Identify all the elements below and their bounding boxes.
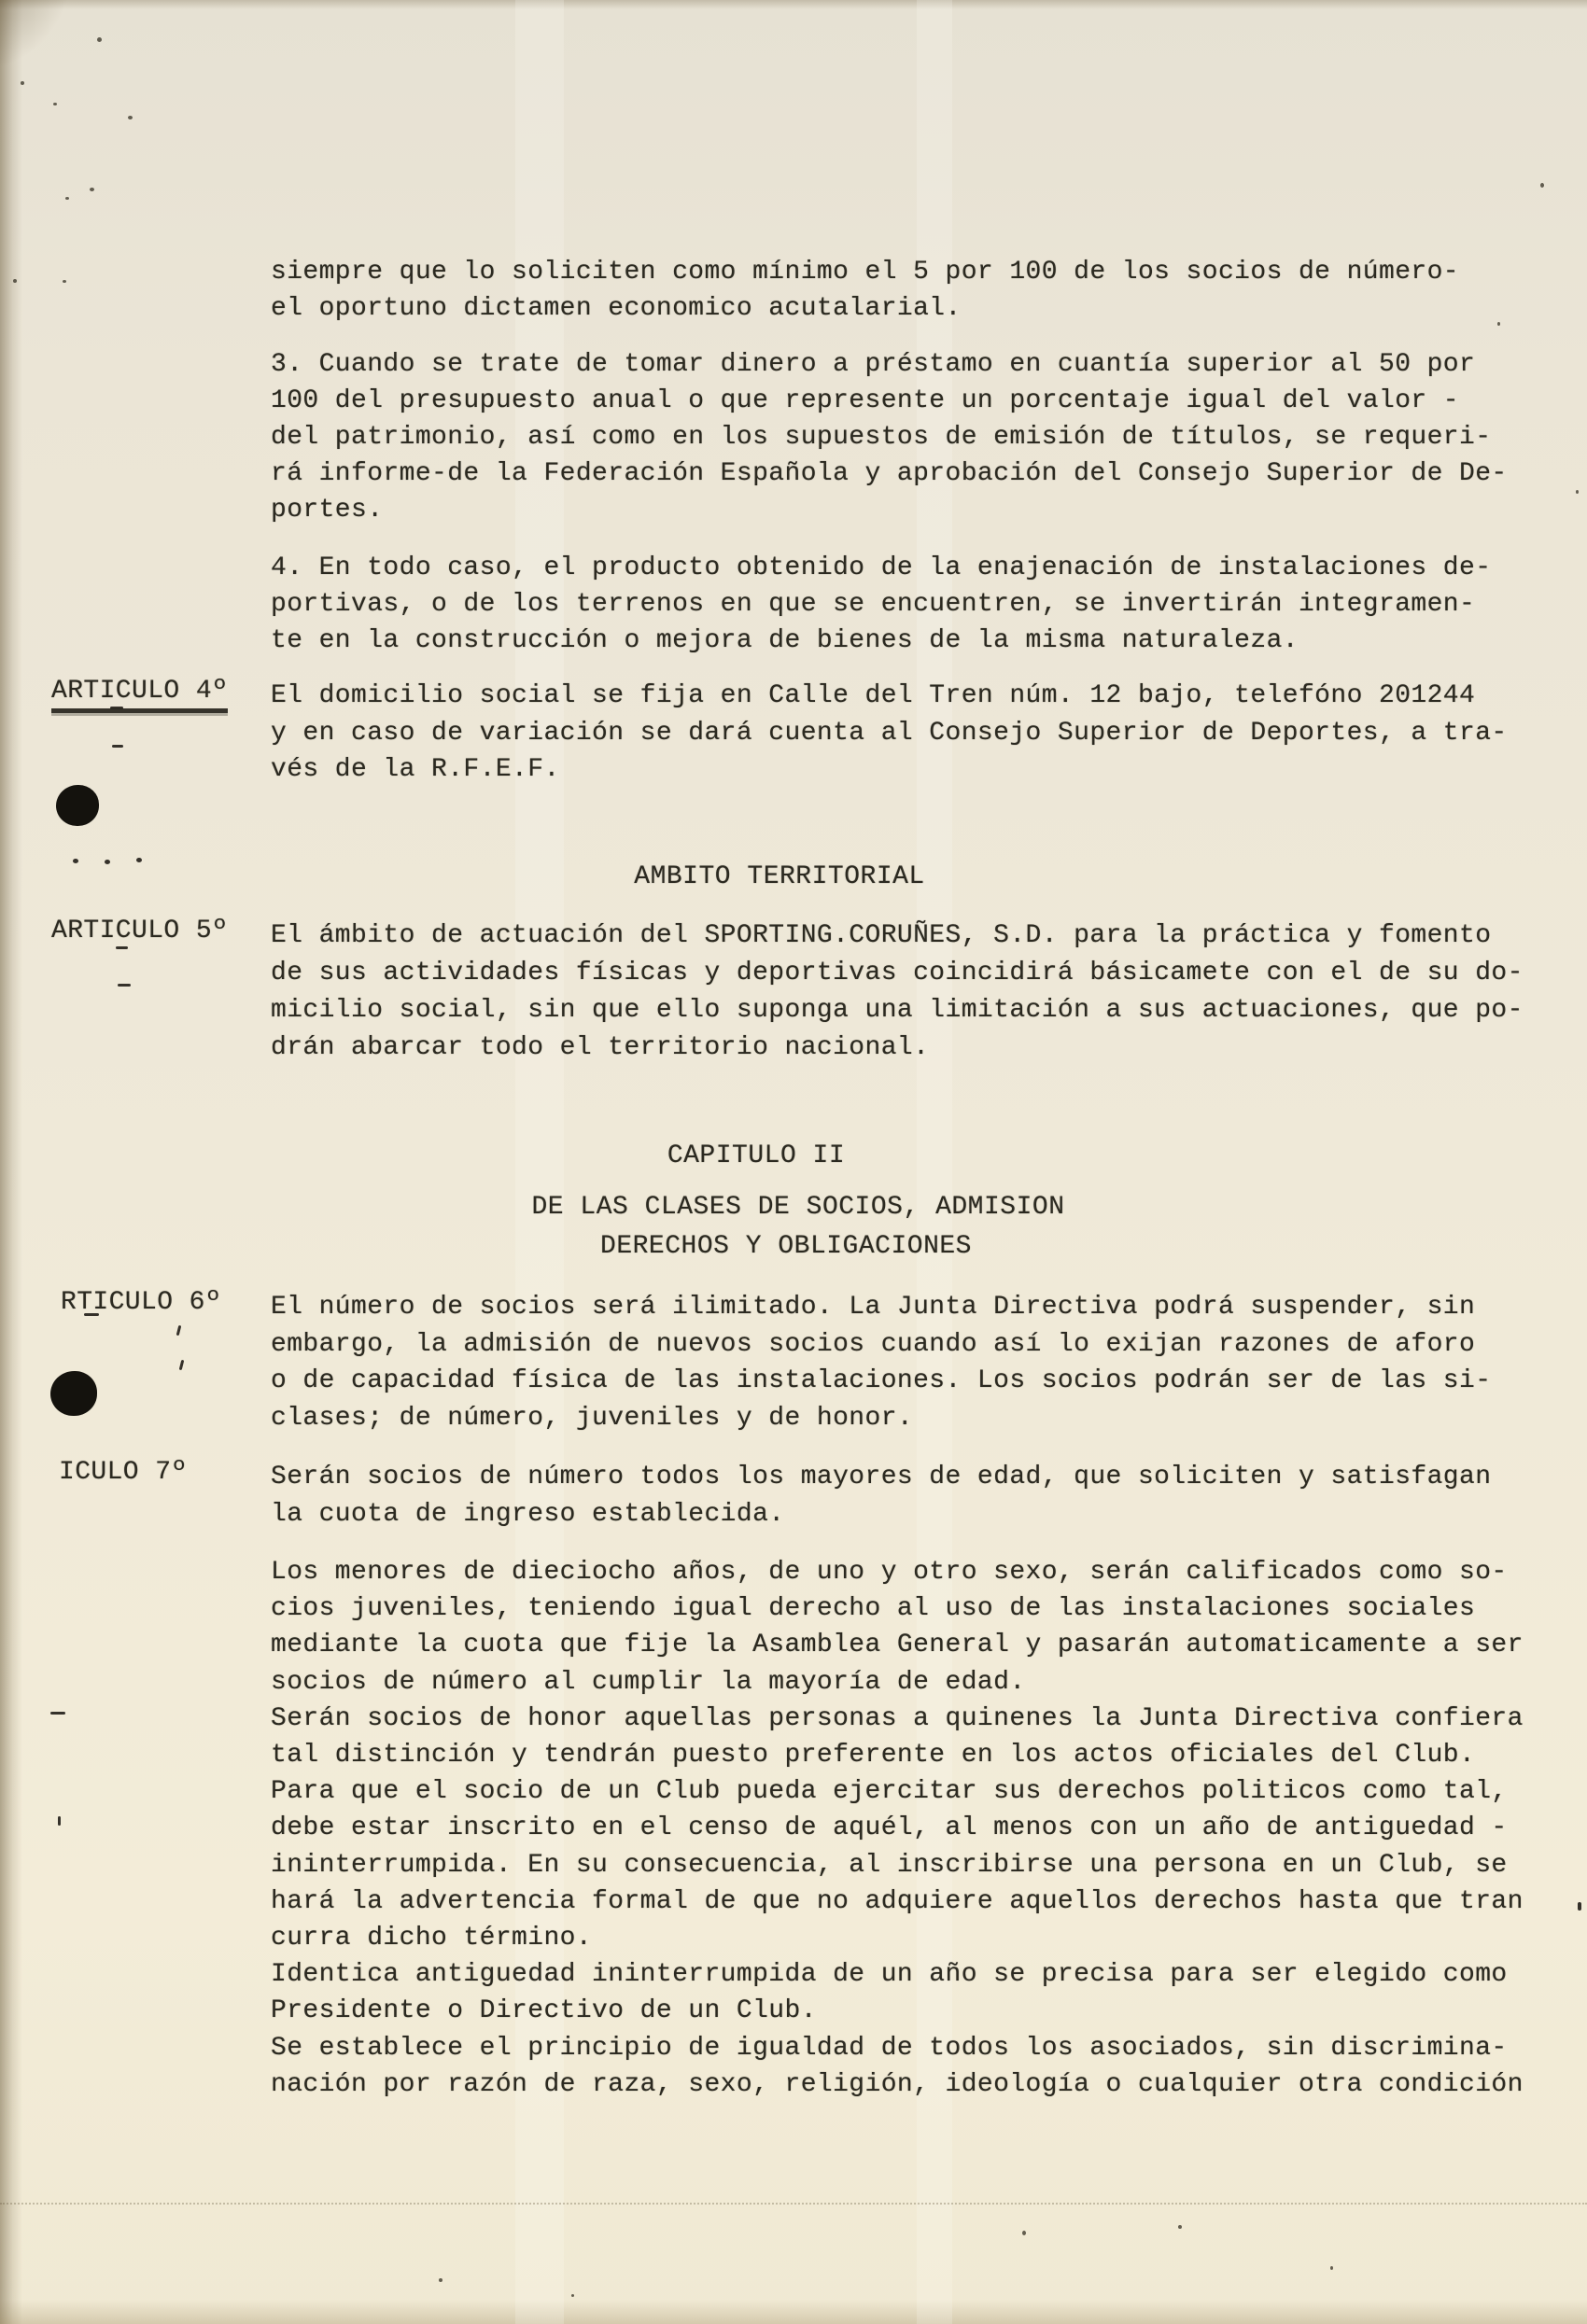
margin-dash-mark xyxy=(50,1712,65,1715)
text-line: el oportuno dictamen economico acutalarial. xyxy=(271,294,962,323)
paragraph-item-3 xyxy=(271,346,1508,528)
article-7-label: ICULO 7º xyxy=(59,1458,188,1487)
text-line: Para que el socio de un Club pueda ejercitar sus derechos politicos como tal, xyxy=(271,1777,1508,1807)
margin-tick-mark xyxy=(58,1816,61,1826)
paper-speck xyxy=(53,103,57,105)
paper-speck xyxy=(1022,2231,1026,2235)
paper-speck xyxy=(1178,2225,1182,2229)
section-heading-ambito-territorial: AMBITO TERRITORIAL xyxy=(634,862,925,891)
paper-speck xyxy=(21,81,24,85)
ink-blot xyxy=(50,1371,97,1416)
text-line: o de capacidad física de las instalaciones. Los socios podrán ser de las si- xyxy=(271,1366,1492,1395)
paper-speck xyxy=(13,279,17,283)
page-bottom-edge-shadow xyxy=(0,2300,1587,2324)
article-7-body xyxy=(271,1459,1491,1533)
text-line: mediante la cuota que fije la Asamblea General y pasarán automaticamente a ser xyxy=(271,1631,1524,1660)
text-line: ininterrumpida. En su consecuencia, al inscribirse una persona en un Club, se xyxy=(271,1850,1508,1880)
text-line: El número de socios será ilimitado. La Junta Directiva podrá suspender, sin xyxy=(271,1293,1476,1322)
text-line: micilio social, sin que ello suponga una limitación a sus actuaciones, que po- xyxy=(271,996,1524,1025)
text-line: Los menores de dieciocho años, de uno y otro sexo, serán calificados como so- xyxy=(271,1558,1508,1587)
margin-dot-mark xyxy=(73,859,78,863)
article-5-label: ARTICULO 5º xyxy=(51,917,229,945)
text-line: te en la construcción o mejora de bienes de la misma naturaleza. xyxy=(271,626,1299,655)
text-line: portivas, o de los terrenos en que se encuentren, se invertirán integramen- xyxy=(271,590,1476,619)
ink-blot xyxy=(56,785,99,826)
page-top-edge-shadow xyxy=(0,0,1587,9)
margin-dash-mark xyxy=(118,984,131,987)
text-line: la cuota de ingreso establecida. xyxy=(271,1499,785,1529)
paper-speck xyxy=(63,280,66,283)
text-line: curra dicho término. xyxy=(271,1924,593,1953)
paragraph-item-4 xyxy=(271,550,1491,659)
text-line: nación por razón de raza, sexo, religión, ideología o cualquier otra condición xyxy=(271,2069,1524,2099)
margin-dot-mark xyxy=(136,858,142,862)
text-line: socios de número al cumplir la mayoría de edad. xyxy=(271,1667,1026,1697)
article-4-label xyxy=(51,678,228,706)
paper-speck xyxy=(1497,322,1500,326)
scan-artifact-line xyxy=(0,2203,1587,2205)
text-line: y en caso de variación se dará cuenta al Consejo Superior de Deportes, a tra- xyxy=(271,718,1508,748)
article-4-label-text: ARTICULO 4º xyxy=(51,677,228,713)
text-line: Identica antiguedad ininterrumpida de un año se precisa para ser elegido como xyxy=(271,1960,1508,1990)
margin-dash-mark xyxy=(112,745,123,748)
text-line: drán abarcar todo el territorio nacional. xyxy=(271,1033,930,1062)
margin-tick-mark xyxy=(176,1325,182,1336)
paper-speck xyxy=(90,188,94,191)
article-4-body xyxy=(271,678,1508,789)
margin-dash-mark xyxy=(116,946,128,949)
text-line: Se establece el principio de igualdad de todos los asociados, sin discrimina- xyxy=(271,2033,1508,2063)
text-line: portes. xyxy=(271,496,384,525)
margin-tick-mark xyxy=(1578,1902,1581,1911)
text-line: 3. Cuando se trate de tomar dinero a préstamo en cuantía superior al 50 por xyxy=(271,350,1476,379)
paper-speck xyxy=(128,116,133,119)
text-line: clases; de número, juveniles y de honor. xyxy=(271,1403,914,1433)
text-line: El domicilio social se fija en Calle del Tren núm. 12 bajo, telefóno 201244 xyxy=(271,681,1476,710)
text-line: del patrimonio, así como en los supuestos de emisión de títulos, se requeri- xyxy=(271,423,1492,452)
text-line: Presidente o Directivo de un Club. xyxy=(271,1996,817,2026)
paragraph-intro xyxy=(271,254,1459,327)
text-line: 4. En todo caso, el producto obtenido de la enajenación de instalaciones de- xyxy=(271,553,1492,582)
text-line: Serán socios de número todos los mayores de edad, que soliciten y satisfagan xyxy=(271,1463,1492,1491)
text-line: Serán socios de honor aquellas personas a quinenes la Junta Directiva confiera xyxy=(271,1703,1524,1733)
text-line: vés de la R.F.E.F. xyxy=(271,755,560,784)
text-line: embargo, la admisión de nuevos socios cuando así lo exijan razones de aforo xyxy=(271,1329,1476,1359)
text-line: hará la advertencia formal de que no adquiere aquellos derechos hasta que tran xyxy=(271,1886,1524,1916)
page-left-edge-shadow xyxy=(0,0,22,2324)
chapter-2-title: CAPITULO II xyxy=(667,1141,846,1170)
text-line: tal distinción y tendrán puesto preferente en los actos oficiales del Club. xyxy=(271,1741,1476,1771)
article-5-body xyxy=(271,917,1524,1067)
text-line: cios juveniles, teniendo igual derecho al uso de las instalaciones sociales xyxy=(271,1594,1476,1624)
chapter-2-subtitle-1: DE LAS CLASES DE SOCIOS, ADMISION xyxy=(531,1193,1065,1222)
margin-tick-mark xyxy=(179,1360,185,1370)
article-7-continuation xyxy=(271,1554,1524,2103)
text-line: 100 del presupuesto anual o que represente un porcentaje igual del valor - xyxy=(271,386,1460,415)
paper-speck xyxy=(1330,2266,1333,2270)
text-line: El ámbito de actuación del SPORTING.CORUÑES, S.D. para la práctica y fomento xyxy=(271,921,1492,950)
article-6-label: RTICULO 6º xyxy=(61,1288,222,1317)
article-6-body xyxy=(271,1289,1491,1436)
text-line: de sus actividades físicas y deportivas coincidirá básicamete con el de su do- xyxy=(271,959,1524,987)
text-line: debe estar inscrito en el censo de aquél, al menos con un año de antiguedad - xyxy=(271,1813,1508,1843)
paper-speck xyxy=(1540,183,1544,188)
paper-speck xyxy=(439,2278,442,2282)
paper-speck xyxy=(65,197,69,200)
chapter-2-subtitle-2: DERECHOS Y OBLIGACIONES xyxy=(600,1232,972,1261)
page-corner-shadow xyxy=(0,0,71,71)
paper-speck xyxy=(571,2294,574,2297)
text-line: rá informe-de la Federación Española y aprobación del Consejo Superior de De- xyxy=(271,459,1508,488)
margin-dot-mark xyxy=(105,860,110,864)
text-line: siempre que lo soliciten como mínimo el 5 por 100 de los socios de número- xyxy=(271,258,1460,287)
paper-speck xyxy=(97,37,102,42)
paper-speck xyxy=(1576,490,1579,494)
